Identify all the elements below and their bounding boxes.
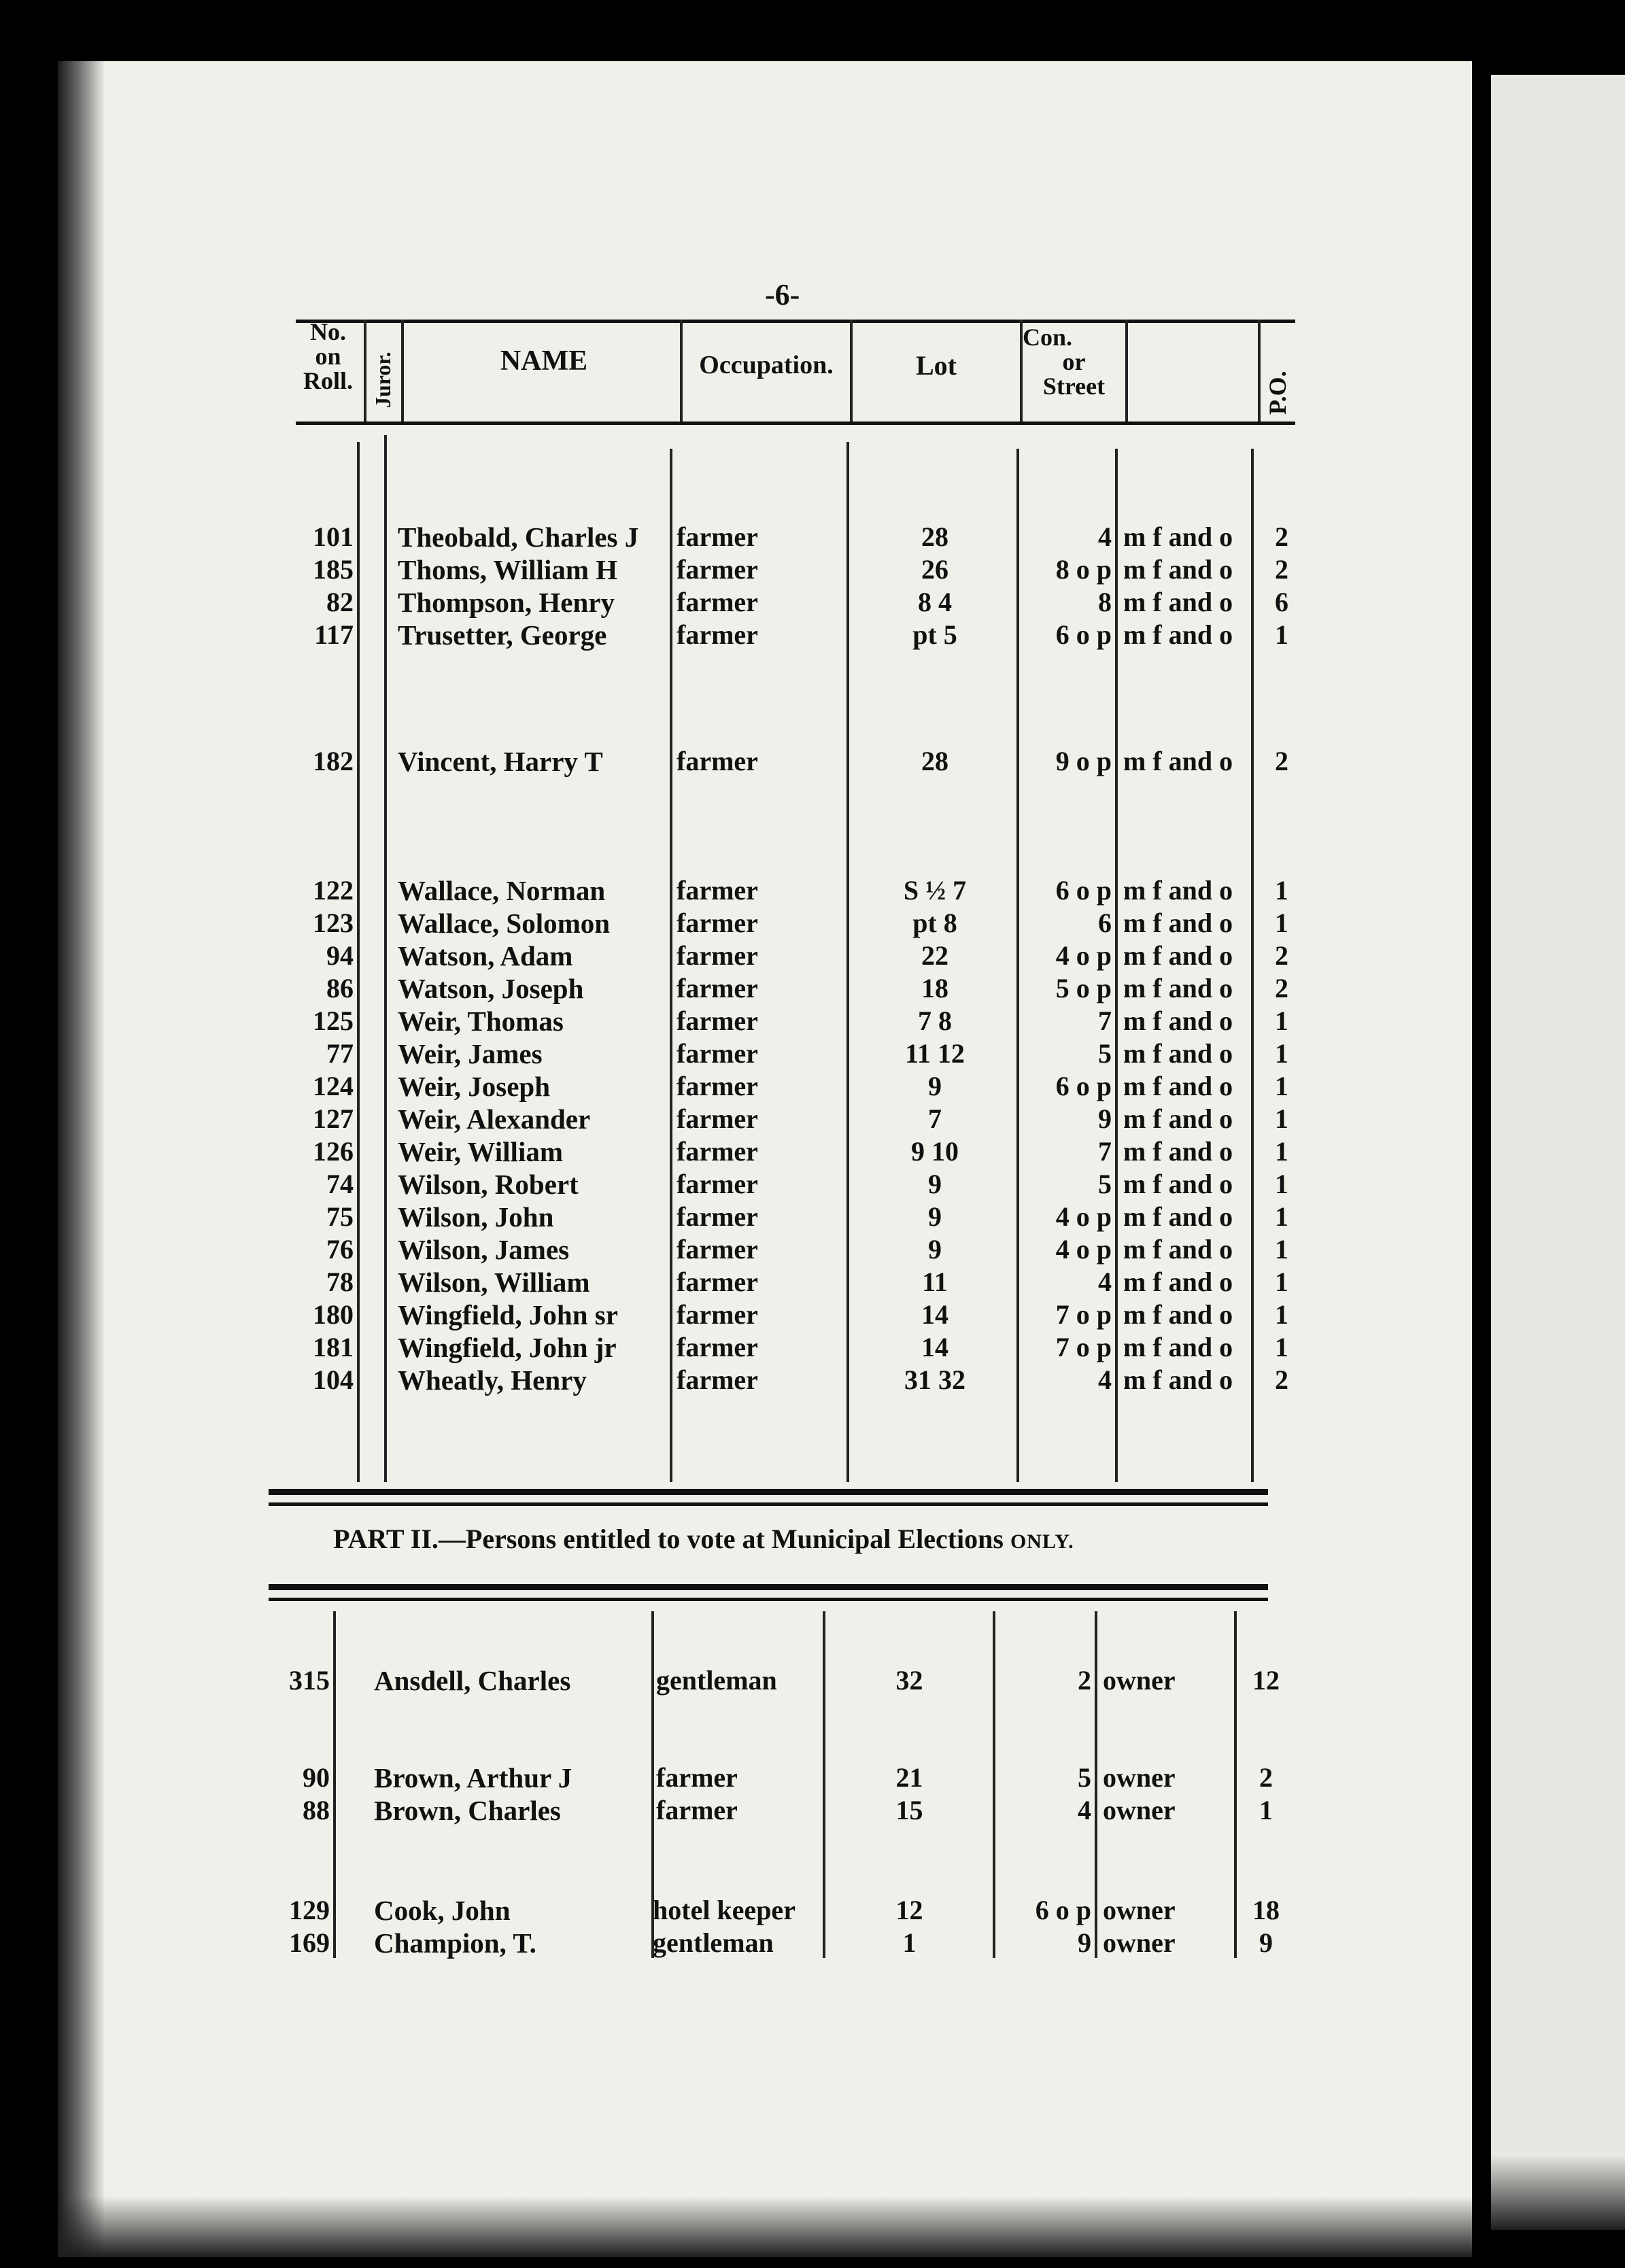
roll-number: 82 — [326, 587, 354, 617]
concession: 8 o p — [1055, 554, 1112, 585]
tenure: m f and o — [1123, 521, 1233, 552]
book-spine — [1472, 65, 1491, 2199]
part2-bottom-rule — [269, 1584, 1268, 1590]
lot: 15 — [895, 1795, 923, 1825]
lot: 18 — [921, 973, 948, 1003]
occupation: farmer — [677, 1169, 758, 1199]
lot: 1 — [902, 1927, 917, 1958]
header-top-rule — [296, 320, 1295, 323]
occupation: farmer — [677, 619, 758, 650]
occupation: farmer — [677, 1038, 758, 1069]
voter-name: Watson, Joseph — [398, 973, 584, 1004]
voter-name: Theobald, Charles J — [398, 521, 639, 553]
tenure: m f and o — [1123, 746, 1233, 776]
part2-top-rule-2 — [269, 1502, 1268, 1506]
column-divider — [1234, 1611, 1237, 1958]
occupation: farmer — [656, 1762, 738, 1793]
roll-number: 185 — [313, 554, 354, 585]
voter-name: Champion, T. — [374, 1927, 536, 1959]
post-office: 1 — [1275, 1234, 1288, 1265]
concession: 4 o p — [1055, 1234, 1112, 1265]
roll-number: 123 — [313, 908, 354, 938]
lot: 7 — [928, 1103, 942, 1134]
post-office: 1 — [1275, 1136, 1288, 1167]
lot: pt 8 — [912, 908, 957, 938]
tenure: m f and o — [1123, 1234, 1233, 1265]
lot: S ½ 7 — [903, 875, 967, 906]
lot: 9 — [928, 1234, 942, 1265]
lot: 11 — [922, 1267, 948, 1297]
header-bottom-rule — [296, 422, 1295, 425]
concession: 6 o p — [1055, 875, 1112, 906]
post-office: 6 — [1275, 587, 1288, 617]
occupation: farmer — [677, 940, 758, 971]
roll-number: 122 — [313, 875, 354, 906]
roll-number: 104 — [313, 1364, 354, 1395]
concession: 7 — [1098, 1006, 1112, 1036]
voter-name: Ansdell, Charles — [374, 1665, 571, 1696]
lot: 14 — [921, 1332, 948, 1362]
post-office: 1 — [1275, 1332, 1288, 1362]
roll-number: 90 — [303, 1762, 330, 1793]
occupation: farmer — [656, 1795, 738, 1825]
roll-number: 315 — [289, 1665, 330, 1696]
lot: 9 — [928, 1201, 942, 1232]
tenure: m f and o — [1123, 587, 1233, 617]
concession: 4 o p — [1055, 1201, 1112, 1232]
voter-name: Wingfield, John sr — [398, 1299, 618, 1330]
header-lot: Lot — [916, 350, 957, 381]
tenure: m f and o — [1123, 940, 1233, 971]
occupation: farmer — [677, 908, 758, 938]
occupation: gentleman — [656, 1665, 777, 1696]
voter-name: Vincent, Harry T — [398, 746, 603, 777]
concession: 4 — [1098, 1267, 1112, 1297]
roll-number: 129 — [289, 1895, 330, 1925]
voter-name: Wheatly, Henry — [398, 1364, 587, 1396]
voter-name: Wallace, Norman — [398, 875, 606, 906]
post-office: 12 — [1252, 1665, 1280, 1696]
roll-number: 86 — [326, 973, 354, 1003]
concession: 6 o p — [1055, 619, 1112, 650]
occupation: hotel keeper — [653, 1895, 796, 1925]
lot: 9 — [928, 1071, 942, 1101]
post-office: 1 — [1275, 1201, 1288, 1232]
post-office: 1 — [1275, 875, 1288, 906]
post-office: 2 — [1259, 1762, 1273, 1793]
header-divider — [1258, 320, 1261, 422]
post-office: 9 — [1259, 1927, 1273, 1958]
lot: 28 — [921, 746, 948, 776]
occupation: farmer — [677, 973, 758, 1003]
lot: 32 — [895, 1665, 923, 1696]
roll-number: 77 — [326, 1038, 354, 1069]
concession: 9 — [1098, 1103, 1112, 1134]
voter-name: Brown, Charles — [374, 1795, 561, 1826]
header-divider — [401, 320, 404, 422]
column-divider — [1095, 1611, 1097, 1958]
lot: pt 5 — [912, 619, 957, 650]
header-con-or-street: Con. or Street — [1023, 324, 1106, 400]
part2-top-rule — [269, 1489, 1268, 1495]
tenure: m f and o — [1123, 1038, 1233, 1069]
lot: 11 12 — [905, 1038, 965, 1069]
tenure: m f and o — [1123, 1201, 1233, 1232]
tenure: owner — [1103, 1795, 1176, 1825]
voter-name: Weir, Joseph — [398, 1071, 551, 1102]
occupation: farmer — [677, 521, 758, 552]
voter-name: Watson, Adam — [398, 940, 573, 972]
post-office: 2 — [1275, 521, 1288, 552]
voter-name: Weir, Alexander — [398, 1103, 591, 1135]
column-divider — [1016, 449, 1019, 1482]
roll-number: 88 — [303, 1795, 330, 1825]
lot: 14 — [921, 1299, 948, 1330]
lot: 7 8 — [918, 1006, 952, 1036]
lot: 31 32 — [904, 1364, 965, 1395]
roll-number: 78 — [326, 1267, 354, 1297]
roll-number: 180 — [313, 1299, 354, 1330]
header-occupation: Occupation. — [699, 351, 834, 379]
tenure: m f and o — [1123, 1006, 1233, 1036]
lot: 28 — [921, 521, 948, 552]
voter-name: Cook, John — [374, 1895, 511, 1926]
concession: 6 — [1098, 908, 1112, 938]
concession: 9 o p — [1055, 746, 1112, 776]
roll-number: 125 — [313, 1006, 354, 1036]
occupation: gentleman — [653, 1927, 774, 1958]
tenure: m f and o — [1123, 908, 1233, 938]
post-office: 1 — [1275, 1038, 1288, 1069]
voter-name: Brown, Arthur J — [374, 1762, 572, 1793]
post-office: 18 — [1252, 1895, 1280, 1925]
lot: 8 4 — [918, 587, 952, 617]
tenure: m f and o — [1123, 973, 1233, 1003]
tenure: m f and o — [1123, 1332, 1233, 1362]
part2-title-text: PART II.—Persons entitled to vote at Municipal Elections — [333, 1524, 1004, 1554]
occupation: farmer — [677, 1299, 758, 1330]
tenure: m f and o — [1123, 1169, 1233, 1199]
concession: 6 o p — [1035, 1895, 1091, 1925]
header-divider — [1125, 320, 1128, 422]
tenure: m f and o — [1123, 1136, 1233, 1167]
tenure: m f and o — [1123, 1299, 1233, 1330]
post-office: 1 — [1275, 908, 1288, 938]
post-office: 2 — [1275, 940, 1288, 971]
voter-name: Wallace, Solomon — [398, 908, 611, 939]
occupation: farmer — [677, 1364, 758, 1395]
voter-name: Weir, William — [398, 1136, 563, 1167]
tenure: m f and o — [1123, 1267, 1233, 1297]
facing-page-edge — [1491, 75, 1625, 2230]
occupation: farmer — [677, 554, 758, 585]
header-juror: Juror. — [371, 351, 395, 408]
tenure: m f and o — [1123, 1103, 1233, 1134]
part2-only: ONLY. — [1010, 1530, 1074, 1553]
header-po: P.O. — [1264, 371, 1291, 415]
tenure: owner — [1103, 1665, 1176, 1696]
roll-number: 101 — [313, 521, 354, 552]
column-divider — [846, 442, 849, 1482]
roll-number: 117 — [314, 619, 354, 650]
occupation: farmer — [677, 1071, 758, 1101]
voter-name: Weir, Thomas — [398, 1006, 564, 1037]
post-office: 1 — [1275, 1103, 1288, 1134]
post-office: 2 — [1275, 973, 1288, 1003]
tenure: m f and o — [1123, 619, 1233, 650]
header-divider — [364, 320, 366, 422]
roll-number: 127 — [313, 1103, 354, 1134]
concession: 7 — [1098, 1136, 1112, 1167]
concession: 5 — [1098, 1038, 1112, 1069]
occupation: farmer — [677, 1267, 758, 1297]
voter-name: Thoms, William H — [398, 554, 618, 585]
concession: 9 — [1078, 1927, 1091, 1958]
concession: 6 o p — [1055, 1071, 1112, 1101]
voter-name: Trusetter, George — [398, 619, 607, 651]
lot: 9 — [928, 1169, 942, 1199]
tenure: owner — [1103, 1895, 1176, 1925]
lot: 9 10 — [911, 1136, 959, 1167]
lot: 26 — [921, 554, 948, 585]
post-office: 1 — [1275, 1267, 1288, 1297]
voter-name: Weir, James — [398, 1038, 543, 1069]
occupation: farmer — [677, 1006, 758, 1036]
occupation: farmer — [677, 587, 758, 617]
occupation: farmer — [677, 1234, 758, 1265]
column-divider — [823, 1611, 825, 1958]
roll-number: 124 — [313, 1071, 354, 1101]
column-divider — [384, 435, 387, 1482]
post-office: 1 — [1275, 1299, 1288, 1330]
occupation: farmer — [677, 875, 758, 906]
concession: 5 — [1098, 1169, 1112, 1199]
column-divider — [993, 1611, 995, 1958]
voter-name: Thompson, Henry — [398, 587, 615, 618]
occupation: farmer — [677, 746, 758, 776]
roll-number: 94 — [326, 940, 354, 971]
tenure: m f and o — [1123, 875, 1233, 906]
concession: 4 — [1078, 1795, 1091, 1825]
post-office: 1 — [1275, 1169, 1288, 1199]
concession: 4 — [1098, 521, 1112, 552]
concession: 4 — [1098, 1364, 1112, 1395]
occupation: farmer — [677, 1103, 758, 1134]
post-office: 2 — [1275, 746, 1288, 776]
concession: 7 o p — [1055, 1332, 1112, 1362]
voter-name: Wilson, James — [398, 1234, 570, 1265]
post-office: 1 — [1275, 619, 1288, 650]
occupation: farmer — [677, 1332, 758, 1362]
roll-number: 182 — [313, 746, 354, 776]
tenure: m f and o — [1123, 1364, 1233, 1395]
post-office: 1 — [1275, 1006, 1288, 1036]
lot: 21 — [895, 1762, 923, 1793]
roll-number: 76 — [326, 1234, 354, 1265]
roll-number: 169 — [289, 1927, 330, 1958]
roll-number: 75 — [326, 1201, 354, 1232]
voter-name: Wingfield, John jr — [398, 1332, 617, 1363]
header-no-on-roll: No. on Roll. — [303, 318, 353, 394]
concession: 5 — [1078, 1762, 1091, 1793]
concession: 8 — [1098, 587, 1112, 617]
column-divider — [670, 449, 672, 1482]
column-divider — [1251, 449, 1254, 1482]
tenure: owner — [1103, 1762, 1176, 1793]
occupation: farmer — [677, 1201, 758, 1232]
voter-name: Wilson, John — [398, 1201, 554, 1233]
roll-number: 74 — [326, 1169, 354, 1199]
post-office: 1 — [1259, 1795, 1273, 1825]
lot: 12 — [895, 1895, 923, 1925]
column-divider — [1115, 449, 1118, 1482]
roll-number: 181 — [313, 1332, 354, 1362]
occupation: farmer — [677, 1136, 758, 1167]
concession: 2 — [1078, 1665, 1091, 1696]
concession: 7 o p — [1055, 1299, 1112, 1330]
roll-number: 126 — [313, 1136, 354, 1167]
part2-bottom-rule-2 — [269, 1598, 1268, 1601]
tenure: m f and o — [1123, 1071, 1233, 1101]
post-office: 2 — [1275, 1364, 1288, 1395]
post-office: 2 — [1275, 554, 1288, 585]
lot: 22 — [921, 940, 948, 971]
column-divider — [333, 1611, 336, 1958]
voter-name: Wilson, William — [398, 1267, 590, 1298]
voter-name: Wilson, Robert — [398, 1169, 579, 1200]
column-divider — [357, 442, 360, 1482]
post-office: 1 — [1275, 1071, 1288, 1101]
tenure: owner — [1103, 1927, 1176, 1958]
header-name: NAME — [500, 345, 588, 377]
page-number: -6- — [765, 278, 800, 311]
concession: 4 o p — [1055, 940, 1112, 971]
tenure: m f and o — [1123, 554, 1233, 585]
part2-title — [333, 1523, 1074, 1555]
concession: 5 o p — [1055, 973, 1112, 1003]
